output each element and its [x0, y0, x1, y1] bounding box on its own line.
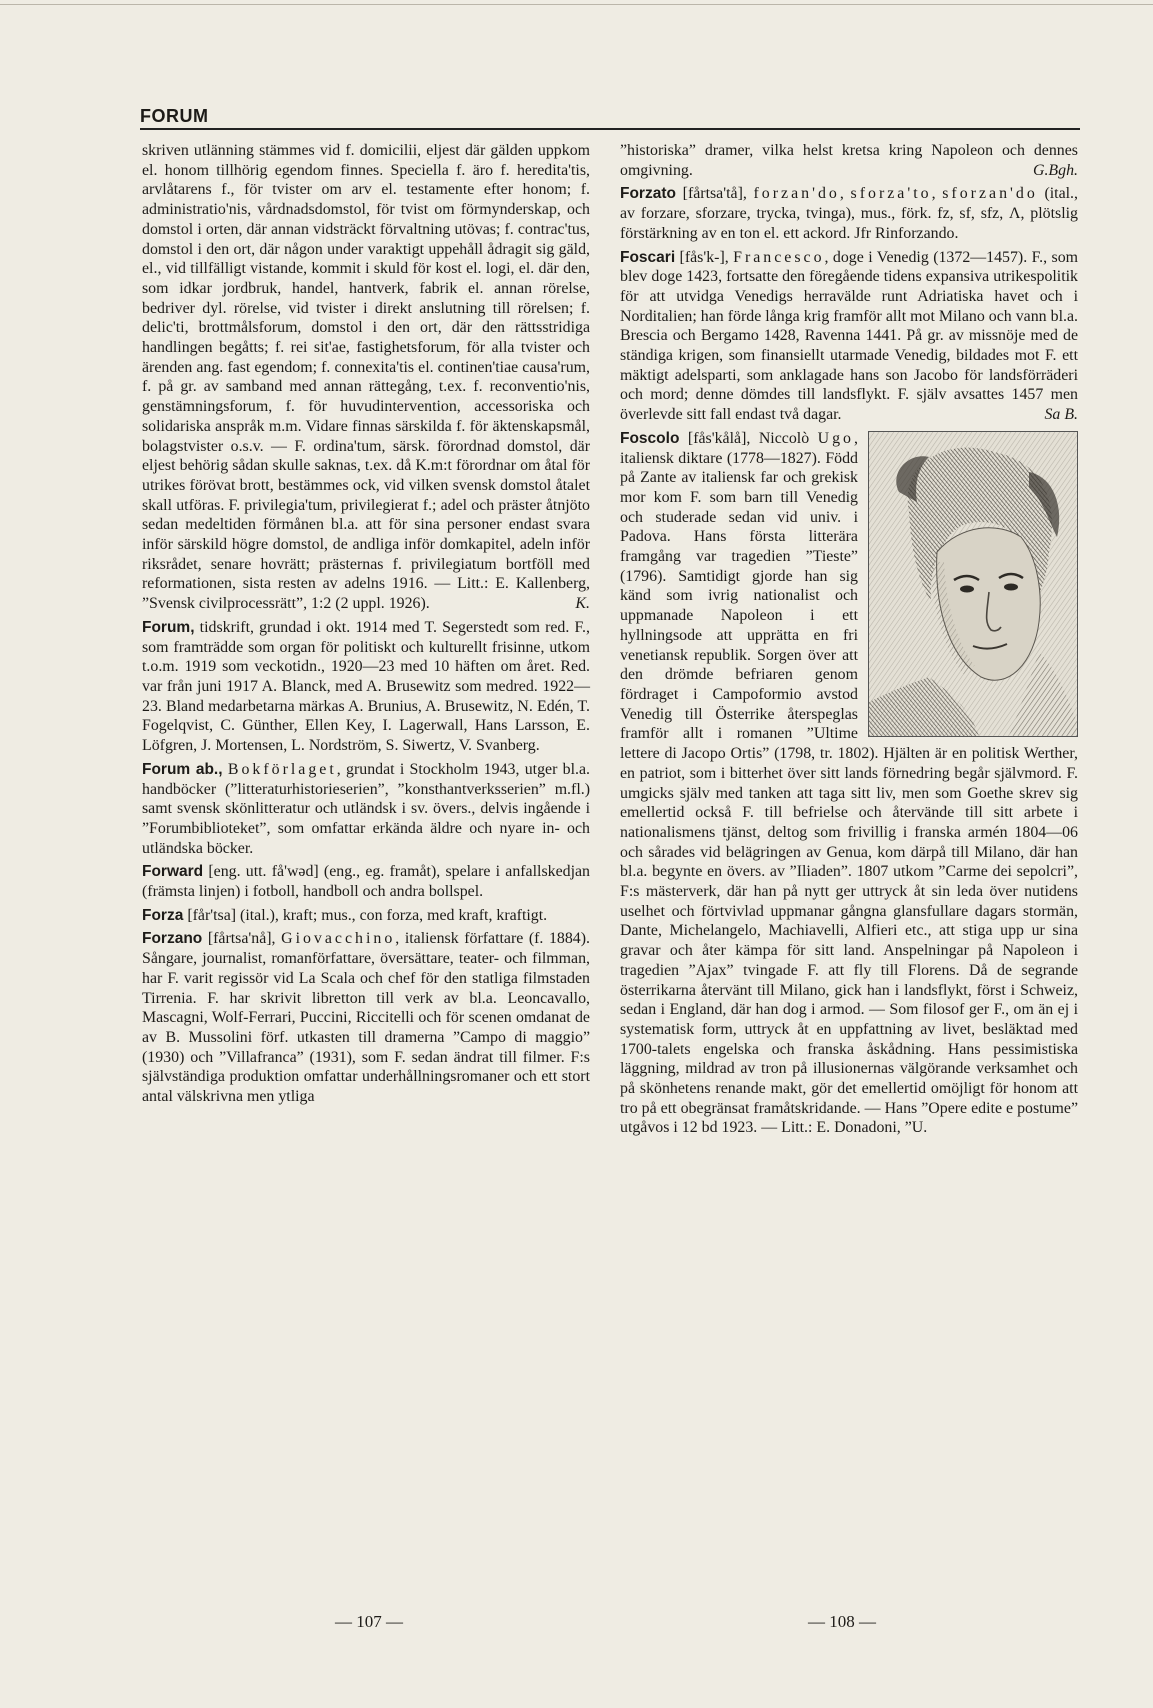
entry-foscolo: Foscolo [fås'kålå], Niccolò Ugo , italiensk diktare (1778—1827). Född på Zante av italiensk far och grekisk mor kom F. som barn till Venedig och studerade sedan vid univ. i Padova. Hans första litterära framgång var tragedien ”Tieste” (1796). Samtidigt gjorde han sig känd som ivrig nationalist och uppmanade Napoleon i ett hyllningsode att upprätta en fri venetiansk republik. Sorgen över att den drömde befriaren genom fördraget i Campoformio avstod Venedig till Österrike återspeglas framför allt i romanen ”Ultime lettere di Jacopo Ortis” (1798, tr. 1802). Hjälten är en politisk Werther, en patriot, som i bitterhet över sitt lands förnedring begår självmord. F. umgicks själv med tanken att taga sitt liv, men som Goethe skrev sig emellertid också F. till befrielse och återvände till sitt arbete i nationalismens tjänst, deltog som frivillig i franska armén 1804—06 och sårades vid belägringen av Genua, kom därpå till Milano, där han bl.a. begynte en övers. av ”Iliaden”. 1807 utkom ”Carme dei sepolcri”, F:s mästerverk, där han på nytt ger uttryck åt sin leda över nutidens uselhet och förtvivlad uppmanar gångna glansfullare dagars stormän, Dante, Michelangelo, Machiavelli, Alfieri etc., att stiga upp ur sina gravar och åter kämpa för sitt land. Anspelningar på Napoleon i tragedien ”Ajax” tvingade F. att fly till Florens. Då de segrande österrikarna återvänt till Milano, gick han i landsflykt, först i Schweiz, sedan i England, där han dog i armod. — Som filosof ger F., om än ej i systematisk form, uttryck åt en uppfattning av livet, besläktad med 1700-talets engelska och franska åskådning. Hans pessimistiska läggning, mildrad av tron på illusionernas välgörande verksamhet och på skönhetens renande makt, gör det emellertid omöjligt för honom att tro på ett obegränsat framåtskridande. — Hans ”Opere edite e postume” utgåvos i 12 bd 1923. — Litt.: E. Donadoni, ”U. — [620, 429, 1078, 1137]
entry-forzano: Forzano [fårtsa'nå], Giovacchino, italiensk författare (f. 1884). Sångare, journalist, romanförfattare, översättare, teater- och filmman, har F. varit regissör vid La Scala och chef för den statliga filmstaden Tirrenia. F. har skrivit libretton till verk av bl.a. Leoncavallo, Mascagni, Wolf-Ferrari, Puccini, Riccitelli och för scenen omdanat de av B. Mussolini förf. utkasten till dramerna ”Campo di maggio” (1930) och ”Villafranca” (1931), som F. sedan ändrat till filmer. F:s självständiga produktion omfattar underhållningsromaner och ett stort antal välskrivna men ytliga — [142, 930, 590, 1106]
left-column — [142, 141, 590, 1107]
headword: Forum, — [142, 618, 195, 636]
foscolo-portrait-frame — [868, 431, 1078, 737]
entry-forward: Forward [eng. utt. få'wəd] (eng., eg. framåt), spelare i anfallskedjan (främsta linjen) i fotboll, handboll och andra bollspel. — [142, 863, 590, 901]
page-header: FORUM — [140, 106, 209, 126]
author-signature: K. — [575, 595, 590, 613]
entry-forza: Forza [får'tsa] (ital.), kraft; mus., con forza, med kraft, kraftigt. — [142, 906, 548, 924]
entry-forzato: Forzato [fårtsa'tå], forzan'do, sforza'to, sforzan'do (ital., av forzare, sforzare, trycka, tvinga), mus., förk. fz, sf, sfz, Λ, plötslig förstärkning av en ton el. ett ackord. Jfr Rinforzando. — [620, 185, 1079, 242]
entry-forum-ab: Forum ab., Bokförlaget, grundat i Stockholm 1943, utger bl.a. handböcker (”litteraturhistorieserien”, ”konsthantverksserien” m.fl.) samt svensk skönlitteratur och utländsk i sv. övers., delvis ingående i ”Forumbiblioteket”, som omfattar erkända äldre och nyare in- och utländska böcker. — [142, 760, 591, 857]
headword: Forzano — [142, 930, 203, 948]
headword: Forza — [142, 906, 184, 924]
entry-forzano-continued: ”historiska” dramer, vilka helst kretsa kring Napoleon och dennes omgivning. G.Bgh. — [620, 142, 1078, 179]
page-number-right: — 108 — — [808, 1612, 876, 1631]
foscolo-portrait-image — [868, 431, 1078, 737]
headword: Forward — [142, 863, 204, 881]
headword: Foscolo — [620, 429, 680, 447]
entry-forum-continued: skriven utlänning stämmes vid f. domicilii, eljest där gälden uppkom el. honom tillhörig egendom finnes. Speciella f. äro f. heredita'tis, arvlåtarens f., för tvister om arv el. testamente efter honom; f. administratio'nis, vårdnadsdomstol, för tvist om förmynderskap, och domstol i orten, där annan vidsträckt förvaltning utövas; f. contrac'tus, domstol i den ort, där någon under varaktigt uppehåll ådragit sig gäld, el., vid tillfälligt vistande, kommit i skuld för kost el. logi, el. där den, som idkar jordbruk, handel, hantverk, fabrik el. annan rörelse, bedriver dyl. rörelse, vid tvister i direkt anslutning till rörelsen; f. delic'ti, brottmålsforum, domstol i den ort, där den rättsstridiga handlingen begåtts; f. rei sit'ae, fastighetsforum, för alla tvister och ärenden ang. fast egendom; f. connexita'tis el. continen'tiae causa'rum, f. på gr. av samband med annan rättegång, t.ex. f. reconventio'nis, genstämningsforum, f. för huvudintervention, accessoriska och solidariska anspråk m.m. Vidare finnas särskilda f. för äktenskapsmål, bolagstvister o.s.v. — F. ordina'tum, särsk. förordnad domstol, där eljest behörig sådan skulle saknas, t.ex. då K.m:t förordnar om åtal för utrikes förövat brott, bestämmes ock, vid vilken svensk domstol åtalet skall utföras. F. privilegia'tum, privilegierat f.; adel och präster åtnjöto sedan medeltiden förmånen bl.a. att för sina personer endast svara inför särskild högre domstol, de andliga inför domkapitel, adeln inför riksrådet, senare hovrätt; prästernas f. privilegiatum bortföll med reformationen, sista resten av adelns 1916. — Litt.: E. Kallenberg, ”Svensk civilprocessrätt”, 1:2 (2 uppl. 1926). K. — [142, 142, 590, 613]
author-signature: Sa B. — [1044, 406, 1078, 424]
entry-forum-tidskrift: Forum, tidskrift, grundad i okt. 1914 med T. Segerstedt som red. F., som framträdde som organ för politiskt och kulturellt frisinne, utkom t.o.m. 1919 som veckotidn., 1920—23 med 10 häften om året. Red. var från juni 1917 A. Blanck, med A. Brusewitz som medred. 1922—23. Bland medarbetarna märkas A. Brunius, A. Brusewitz, N. Edén, T. Fogelqvist, C. Günther, Ellen Key, I. Lagerwall, Hans Larsson, E. Löfgren, J. Mortensen, L. Nordström, S. Siwertz, V. Svanberg. — [142, 618, 590, 755]
headword: Forzato — [620, 185, 676, 203]
entry-foscari: Foscari [fås'k-], Francesco, doge i Venedig (1372—1457). F., som blev doge 1423, fortsatte den föregående tidens expansiva utrikespolitik för att utvidga Venedigs herravälde runt Adriatiska havet och i Norditalien; han förde långa krig framför allt mot Milano och vann bl.a. Brescia och Bergamo 1428, Ravenna 1441. På gr. av missnöje med de ständiga krigen, som finansiellt utarmade Venedig, bildades mot F. ett mäktigt adelsparti, som anklagade hans son Jacobo för landsförräderi och mord; denne dömdes till landsflykt. F. själv avsattes 1457 men överlevde sitt fall endast två dagar. Sa B. — [620, 248, 1078, 424]
headword: Forum ab., — [142, 760, 223, 778]
page-number-left: — 107 — — [335, 1612, 403, 1631]
scan-edge-line — [0, 4, 1153, 5]
headword: Foscari — [620, 248, 676, 266]
right-column — [620, 141, 1078, 1138]
header-rule — [140, 128, 1080, 130]
author-signature: G.Bgh. — [1032, 161, 1078, 179]
